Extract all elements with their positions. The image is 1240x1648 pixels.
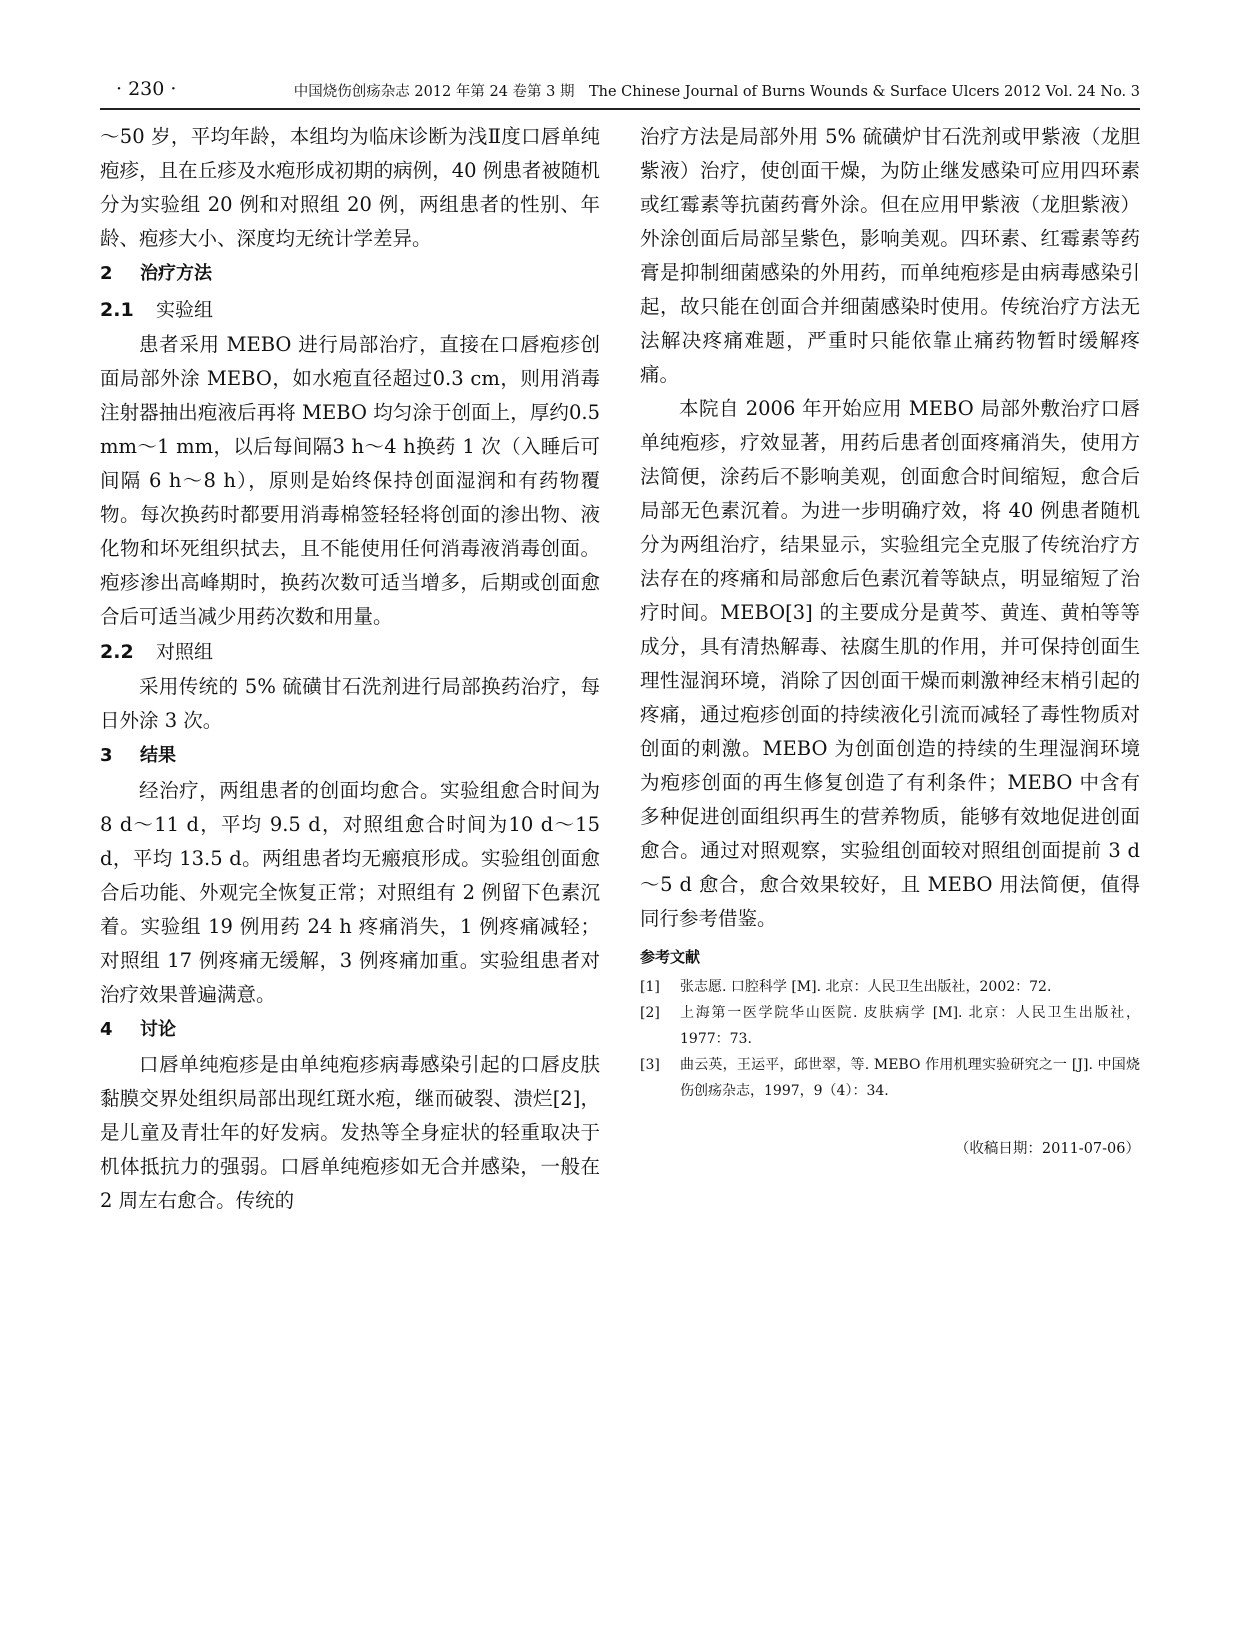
section-2-2-number: 2.2: [100, 641, 134, 663]
reference-label: [3]: [640, 1057, 660, 1073]
section-3-title: 结果: [140, 745, 176, 766]
right-column: [640, 120, 1140, 1177]
section-2-number: 2: [100, 263, 113, 284]
running-header: [100, 78, 1140, 110]
discussion-paragraph-2: 本院自 2006 年开始应用 MEBO 局部外敷治疗口唇单纯疱疹，疗效显著，用药后患者创面疼痛消失，使用方法简便，涂药后不影响美观，创面愈合时间缩短，愈合后局部无色素沉着。为进一步明确疗效，将 40 例患者随机分为两组治疗，结果显示，实验组完全克服了传统治疗方法存在的疼痛和局部愈后色素沉着等缺点，明显缩短了治疗时间。MEBO[3] 的主要成分是黄芩、黄连、黄柏等等成分，具有清热解毒、祛腐生肌的作用，并可保持创面生理性湿润环境，消除了因创面干燥而刺激神经末梢引起的疼痛，通过疱疹创面的持续液化引流而减轻了毒性物质对创面的刺激。MEBO 为创面创造的持续的生理湿润环境为疱疹创面的再生修复创造了有利条件；MEBO 中含有多种促进创面组织再生的营养物质，能够有效地促进创面愈合。通过对照观察，实验组创面较对照组创面提前 3 d～5 d 愈合，愈合效果较好，且 MEBO 用法简便，值得同行参考借鉴。: [640, 397, 1140, 930]
section-2-heading: [100, 256, 600, 292]
reference-label: [1]: [640, 979, 660, 995]
section-4-paragraph: 口唇单纯疱疹是由单纯疱疹病毒感染引起的口唇皮肤黏膜交界处组织局部出现红斑水疱，继而破裂、溃烂[2]，是儿童及青壮年的好发病。发热等全身症状的轻重取决于机体抵抗力的强弱。口唇单纯疱疹如无合并感染，一般在 2 周左右愈合。传统的: [100, 1053, 600, 1212]
section-4-number: 4: [100, 1019, 113, 1040]
section-4-heading: [100, 1012, 600, 1048]
left-column: [100, 120, 600, 1218]
discussion-continued-paragraph: 治疗方法是局部外用 5% 硫磺炉甘石洗剂或甲紫液（龙胆紫液）治疗，使创面干燥，为防止继发感染可应用四环素或红霉素等抗菌药膏外涂。但在应用甲紫液（龙胆紫液）外涂创面后局部呈紫色，影响美观。四环素、红霉素等药膏是抑制细菌感染的外用药，而单纯疱疹是由病毒感染引起，故只能在创面合并细菌感染时使用。传统治疗方法无法解决疼痛难题，严重时只能依靠止痛药物暂时缓解疼痛。: [640, 125, 1140, 386]
section-2-1-paragraph: 患者采用 MEBO 进行局部治疗，直接在口唇疱疹创面局部外涂 MEBO，如水疱直径超过0.3 cm，则用消毒注射器抽出疱液后再将 MEBO 均匀涂于创面上，厚约0.5 mm～1 mm，以后每间隔3 h～4 h换药 1 次（入睡后可间隔 6 h～8 h），原则是始终保持创面湿润和有药物覆物。每次换药时都要用消毒棉签轻轻将创面的渗出物、液化物和坏死组织拭去，且不能使用任何消毒液消毒创面。疱疹渗出高峰期时，换药次数可适当增多，后期或创面愈合后可适当减少用药次数和用量。: [100, 333, 600, 628]
page-number: · 230 ·: [116, 78, 177, 100]
section-3-paragraph: 经治疗，两组患者的创面均愈合。实验组愈合时间为 8 d～11 d，平均 9.5 d，对照组愈合时间为10 d～15 d，平均 13.5 d。两组患者均无瘢痕形成。实验组创面愈合后功能、外观完全恢复正常；对照组有 2 例留下色素沉着。实验组 19 例用药 24 h 疼痛消失，1 例疼痛减轻；对照组 17 例疼痛无缓解，3 例疼痛加重。实验组患者对治疗效果普遍满意。: [100, 779, 600, 1006]
section-2-2-title: 对照组: [156, 641, 214, 663]
reference-text: 张志愿. 口腔科学 [M]. 北京：人民卫生出版社，2002：72.: [680, 979, 1052, 995]
section-2-2-paragraph: 采用传统的 5% 硫磺甘石洗剂进行局部换药治疗，每日外涂 3 次。: [100, 675, 600, 732]
section-2-1-heading: [100, 292, 600, 328]
section-2-2-heading: [100, 634, 600, 670]
reference-text: 上海第一医学院华山医院. 皮肤病学 [M]. 北京：人民卫生出版社，1977：73.: [680, 1005, 1140, 1047]
received-date: （收稿日期：2011-07-06）: [954, 1141, 1140, 1157]
reference-text: 曲云英，王运平，邱世翠，等. MEBO 作用机理实验研究之一 [J]. 中国烧伤创疡杂志，1997，9（4）：34.: [680, 1057, 1140, 1099]
section-3-number: 3: [100, 745, 113, 766]
reference-label: [2]: [640, 1005, 660, 1021]
references-list: [640, 974, 1140, 1104]
intro-paragraph: ～50 岁，平均年龄，本组均为临床诊断为浅Ⅱ度口唇单纯疱疹，且在丘疹及水疱形成初期的病例，40 例患者被随机分为实验组 20 例和对照组 20 例，两组患者的性别、年龄、疱疹大小、深度均无统计学差异。: [100, 125, 600, 250]
section-2-1-title: 实验组: [156, 299, 214, 321]
journal-header: 中国烧伤创疡杂志 2012 年第 24 卷第 3 期 The Chinese Journal of Burns Wounds & Surface Ulcers 2012 Vol. 24 No. 3: [293, 84, 1140, 100]
section-2-title: 治疗方法: [140, 263, 212, 284]
reference-item: [640, 1000, 1140, 1052]
section-2-1-number: 2.1: [100, 299, 134, 321]
section-3-heading: [100, 738, 600, 774]
reference-item: [640, 1052, 1140, 1104]
section-4-title: 讨论: [140, 1019, 176, 1040]
reference-item: [640, 974, 1140, 1000]
references-heading: 参考文献: [640, 948, 701, 966]
